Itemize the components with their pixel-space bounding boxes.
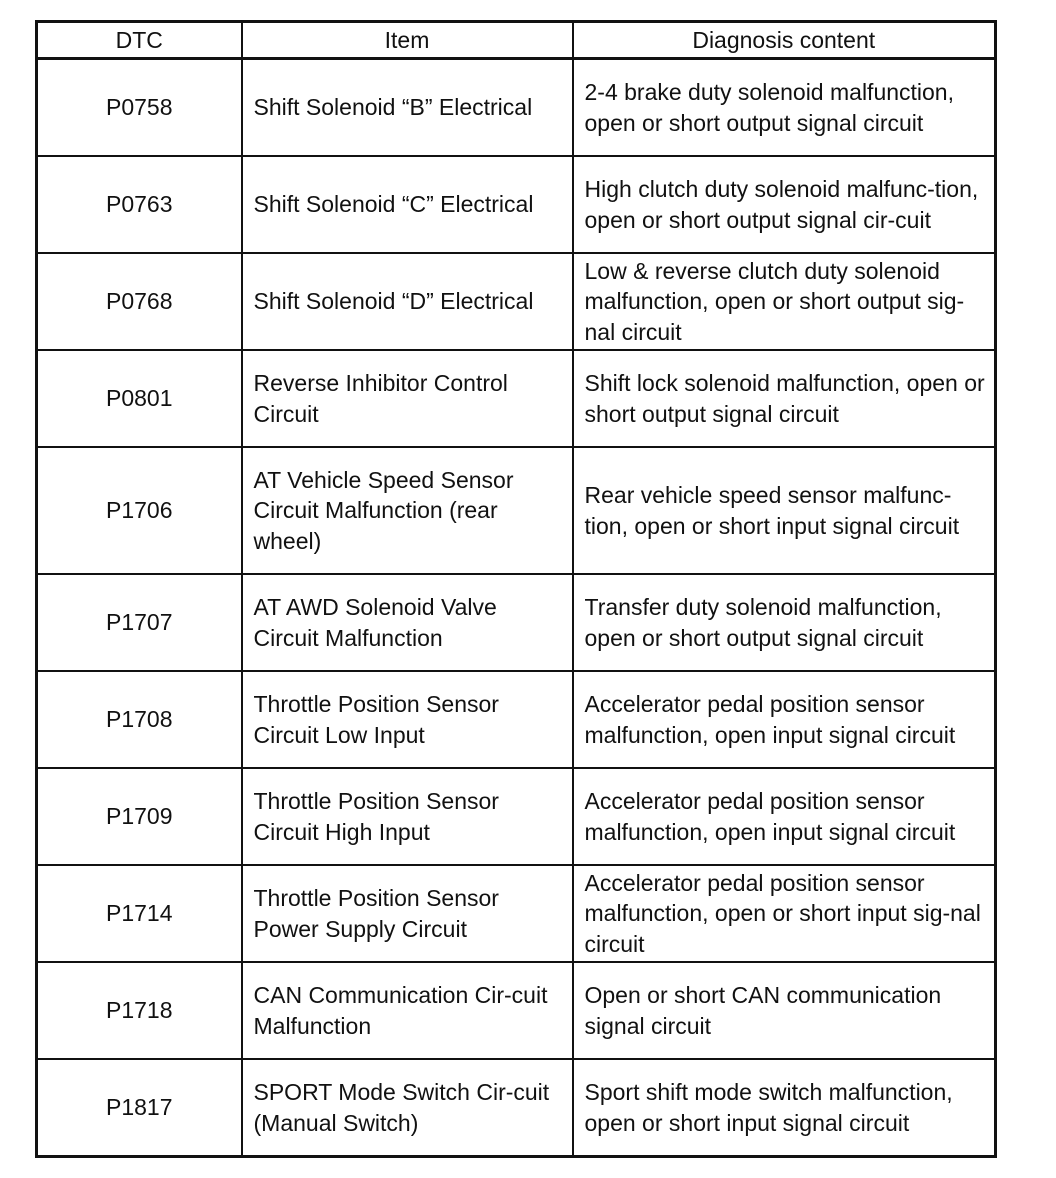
item-cell: CAN Communication Cir-cuit Malfunction xyxy=(242,962,573,1059)
dtc-code: P0763 xyxy=(37,156,242,253)
table-row xyxy=(37,1059,996,1157)
table-row xyxy=(37,962,996,1059)
diagnosis-cell: Accelerator pedal position sensor malfunction, open input signal circuit xyxy=(573,671,996,768)
header-diagnosis: Diagnosis content xyxy=(573,22,996,59)
header-row xyxy=(37,22,996,59)
table-row xyxy=(37,253,996,350)
dtc-code: P1707 xyxy=(37,574,242,671)
header-dtc: DTC xyxy=(37,22,242,59)
item-cell: Throttle Position Sensor Power Supply Circuit xyxy=(242,865,573,962)
dtc-code: P1708 xyxy=(37,671,242,768)
table-row xyxy=(37,447,996,574)
diagnosis-cell: Shift lock solenoid malfunction, open or short output signal circuit xyxy=(573,350,996,447)
diagnosis-cell: Rear vehicle speed sensor malfunc-tion, open or short input signal circuit xyxy=(573,447,996,574)
item-cell: Shift Solenoid “C” Electrical xyxy=(242,156,573,253)
diagnosis-cell: Accelerator pedal position sensor malfunction, open or short input sig-nal circuit xyxy=(573,865,996,962)
dtc-code: P1706 xyxy=(37,447,242,574)
dtc-code: P1817 xyxy=(37,1059,242,1157)
table-row xyxy=(37,768,996,865)
item-cell: Throttle Position Sensor Circuit High Input xyxy=(242,768,573,865)
dtc-code: P0768 xyxy=(37,253,242,350)
dtc-code: P0758 xyxy=(37,59,242,157)
diagnosis-cell: Open or short CAN communication signal circuit xyxy=(573,962,996,1059)
item-cell: Shift Solenoid “D” Electrical xyxy=(242,253,573,350)
dtc-code: P1709 xyxy=(37,768,242,865)
table-row xyxy=(37,350,996,447)
table-header xyxy=(37,22,996,59)
table-row xyxy=(37,865,996,962)
item-cell: SPORT Mode Switch Cir-cuit (Manual Switch) xyxy=(242,1059,573,1157)
diagnosis-cell: Sport shift mode switch malfunction, open or short input signal circuit xyxy=(573,1059,996,1157)
table-row xyxy=(37,574,996,671)
diagnosis-cell: High clutch duty solenoid malfunc-tion, open or short output signal cir-cuit xyxy=(573,156,996,253)
item-cell: Shift Solenoid “B” Electrical xyxy=(242,59,573,157)
diagnosis-cell: 2-4 brake duty solenoid malfunction, open or short output signal circuit xyxy=(573,59,996,157)
table-row xyxy=(37,59,996,157)
diagnosis-cell: Accelerator pedal position sensor malfunction, open input signal circuit xyxy=(573,768,996,865)
table-row xyxy=(37,156,996,253)
diagnosis-cell: Transfer duty solenoid malfunction, open or short output signal circuit xyxy=(573,574,996,671)
diagnosis-cell: Low & reverse clutch duty solenoid malfunction, open or short output sig-nal circuit xyxy=(573,253,996,350)
dtc-code: P1718 xyxy=(37,962,242,1059)
dtc-code: P1714 xyxy=(37,865,242,962)
item-cell: Reverse Inhibitor Control Circuit xyxy=(242,350,573,447)
table-body xyxy=(37,59,996,1157)
header-item: Item xyxy=(242,22,573,59)
item-cell: Throttle Position Sensor Circuit Low Input xyxy=(242,671,573,768)
item-cell: AT AWD Solenoid Valve Circuit Malfunction xyxy=(242,574,573,671)
table-row xyxy=(37,671,996,768)
item-cell: AT Vehicle Speed Sensor Circuit Malfunction (rear wheel) xyxy=(242,447,573,574)
dtc-table xyxy=(35,20,997,1158)
dtc-code: P0801 xyxy=(37,350,242,447)
